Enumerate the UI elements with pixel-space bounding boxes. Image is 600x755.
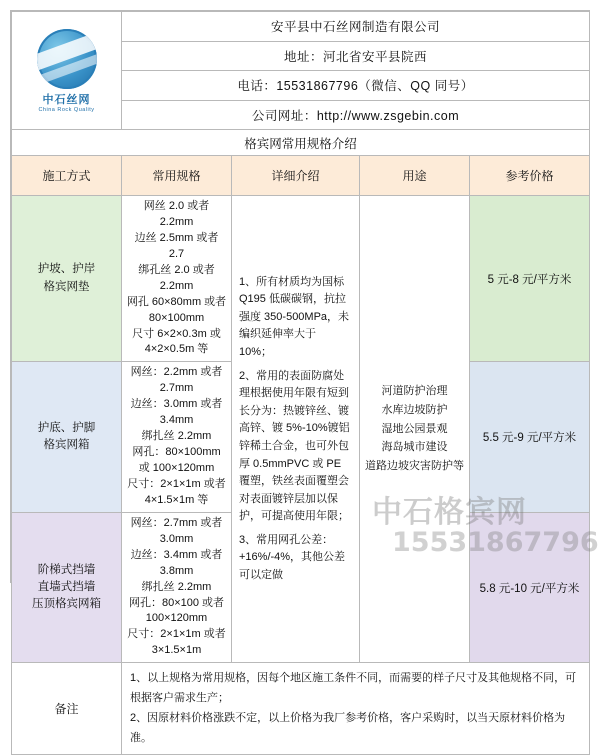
company-logo-cell: [12, 12, 122, 130]
row-method: 护底、护脚 格宾网箱: [12, 362, 122, 512]
company-address: 地址：河北省安平县院西: [122, 41, 590, 71]
column-header-spec: 常用规格: [122, 156, 232, 196]
detail-text: 1、所有材质均为国标 Q195 低碳碳钢，抗拉强度 350-500MPa，未编织延伸率大于 10%； 2、常用的表面防腐处理根据使用年限有短到长分为：热镀锌丝、镀高锌、镀 5%-10%镀铝锌稀土合金，也可外包厚 0.5mmPVC 或 PE 覆塑，铁丝表面覆塑会对表面镀锌层加以保护，可提高使用年限； 3、常用网孔公差：+16%/-4%，其他公差可以定做: [232, 196, 360, 663]
logo-wrap: [16, 28, 117, 114]
logo-tagline: China Rock Quality: [38, 106, 95, 113]
spec-sheet: [10, 10, 590, 744]
row-price: 5.5 元-9 元/平方米: [470, 362, 590, 512]
column-header-use: 用途: [360, 156, 470, 196]
note-line: 1、以上规格为常用规格，因每个地区施工条件不同，而需要的样子尺寸及其他规格不同，可根据客户需求生产；: [130, 672, 577, 705]
column-header-price: 参考价格: [470, 156, 590, 196]
use-text: 河道防护治理 水库边坡防护 湿地公园景观 海岛城市建设 道路边坡灾害防护等: [360, 196, 470, 663]
row-spec: 网丝 2.0 或者 2.2mm 边丝 2.5mm 或者 2.7 绑孔丝 2.0 或者 2.2mm 网孔 60×80mm 或者 80×100mm 尺寸 6×2×0.3m 或 4×2×0.5m 等: [122, 196, 232, 362]
note-line: 2、因原材料价格涨跌不定，以上价格为我厂参考价格，客户采购时，以当天原材料价格为准。: [130, 711, 566, 744]
table-row: [12, 196, 590, 362]
note-text: [122, 663, 590, 755]
watermark-phone: 15531867796: [392, 527, 599, 558]
row-price: 5.8 元-10 元/平方米: [470, 512, 590, 662]
logo-name: 中石丝网: [42, 93, 91, 106]
watermark-brand: 中石格宾网: [372, 495, 527, 530]
title-row: [12, 130, 590, 156]
row-method: 阶梯式挡墙 直墙式挡墙 压顶格宾网箱: [12, 512, 122, 662]
column-header-method: 施工方式: [12, 156, 122, 196]
column-header-detail: 详细介绍: [232, 156, 360, 196]
company-website: 公司网址：http://www.zsgebin.com: [122, 100, 590, 130]
company-phone: 电话：15531867796（微信、QQ 同号）: [122, 71, 590, 101]
row-method: 护坡、护岸 格宾网垫: [12, 196, 122, 362]
page-title: 格宾网常用规格介绍: [12, 130, 590, 156]
note-label: 备注: [12, 663, 122, 755]
company-name: 安平县中石丝网制造有限公司: [122, 12, 590, 42]
row-spec: 网丝：2.7mm 或者 3.0mm 边丝：3.4mm 或者 3.8mm 绑扎丝 2.2mm 网孔：80×100 或者 100×120mm 尺寸：2×1×1m 或者 3×1.5×1m: [122, 512, 232, 662]
column-header-row: [12, 156, 590, 196]
row-price: 5 元-8 元/平方米: [470, 196, 590, 362]
company-logo: [24, 28, 110, 114]
row-spec: 网丝：2.2mm 或者 2.7mm 边丝：3.0mm 或者 3.4mm 绑扎丝 2.2mm 网孔：80×100mm 或 100×120mm 尺寸：2×1×1m 或者 4×1.5×1m 等: [122, 362, 232, 512]
header-row-company: [12, 12, 590, 42]
spec-table: [11, 11, 590, 755]
note-row: [12, 663, 590, 755]
logo-globe-icon: [37, 29, 97, 89]
